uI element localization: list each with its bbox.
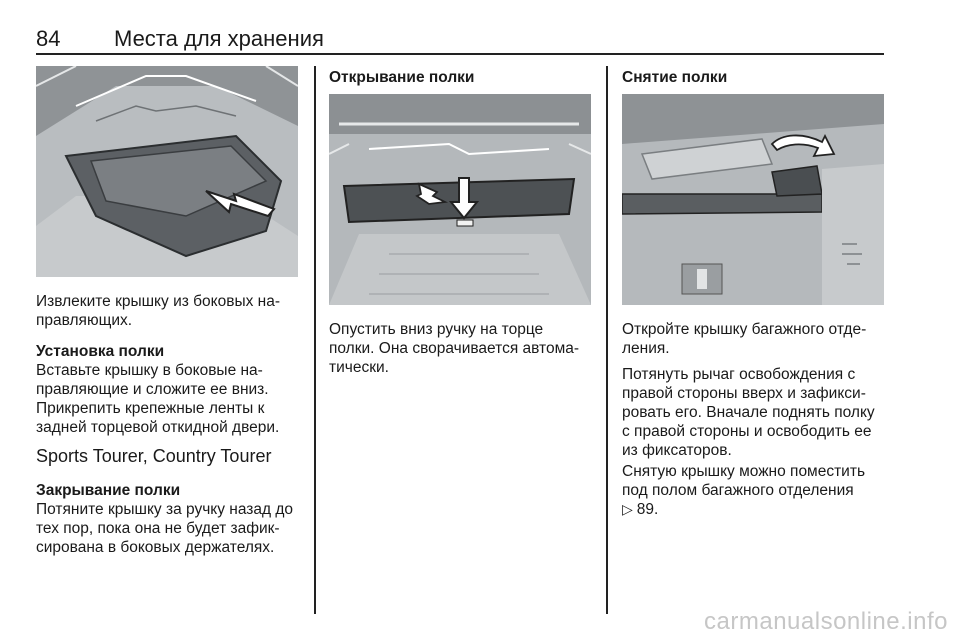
text-line: Снятую крышку можно поместить [622,463,866,480]
text-line: Прикрепить крепежные ленты к [36,400,265,417]
open-caption [329,320,579,377]
column-divider-2 [606,66,608,614]
column-divider-1 [314,66,316,614]
text-line: Вставьте крышку в боковые на- [36,362,263,379]
text-line: ления. [622,340,670,357]
text-line: под полом багажного отделения [622,482,854,499]
close-heading: Закрывание полки [36,482,181,499]
text-line: Потяните крышку за ручку назад до [36,501,294,518]
remove-cover-caption [36,292,280,330]
text-line: правой стороны вверх и зафикси- [622,385,866,402]
reference-arrow-icon: ▷ [622,501,633,517]
text-line: тех пор, пока она не будет зафик- [36,520,280,537]
page-reference[interactable] [622,500,865,519]
text-line: Откройте крышку багажного отде- [622,321,867,338]
close-text [36,500,293,557]
text-line: тически. [329,359,389,376]
text-line: сирована в боковых держателях. [36,539,275,556]
text-line: Опустить вниз ручку на торце [329,321,544,338]
watermark: carmanualsonline.info [704,608,948,635]
text-line: задней торцевой откидной двери. [36,419,280,436]
install-text [36,361,279,437]
text-line: из фиксаторов. [622,442,732,459]
removal-step-2 [622,365,875,460]
removal-step-1 [622,320,866,358]
text-line: Извлеките крышку из боковых на- [36,293,280,310]
page-title: Места для хранения [114,26,324,51]
text-line: Потянуть рычаг освобождения с [622,366,856,383]
text-line: правляющие и сложите ее вниз. [36,381,269,398]
text-line: правляющих. [36,312,133,329]
text-line: ровать его. Вначале поднять полку [622,404,875,421]
open-heading: Открывание полки [329,69,475,86]
reference-page: 89. [636,501,659,518]
figure-open-cover [329,94,591,305]
removal-step-3 [622,462,865,519]
removal-heading: Снятие полки [622,69,728,86]
page-number: 84 [36,26,61,51]
text-line: с правой стороны и освободить ее [622,423,872,440]
install-heading: Установка полки [36,343,165,360]
figure-removal [622,94,884,305]
text-line: полки. Она сворачивается автома- [329,340,580,357]
header-divider [36,53,884,55]
figure-remove-cover [36,66,298,277]
section-heading: Sports Tourer, Country Tourer [36,446,272,466]
